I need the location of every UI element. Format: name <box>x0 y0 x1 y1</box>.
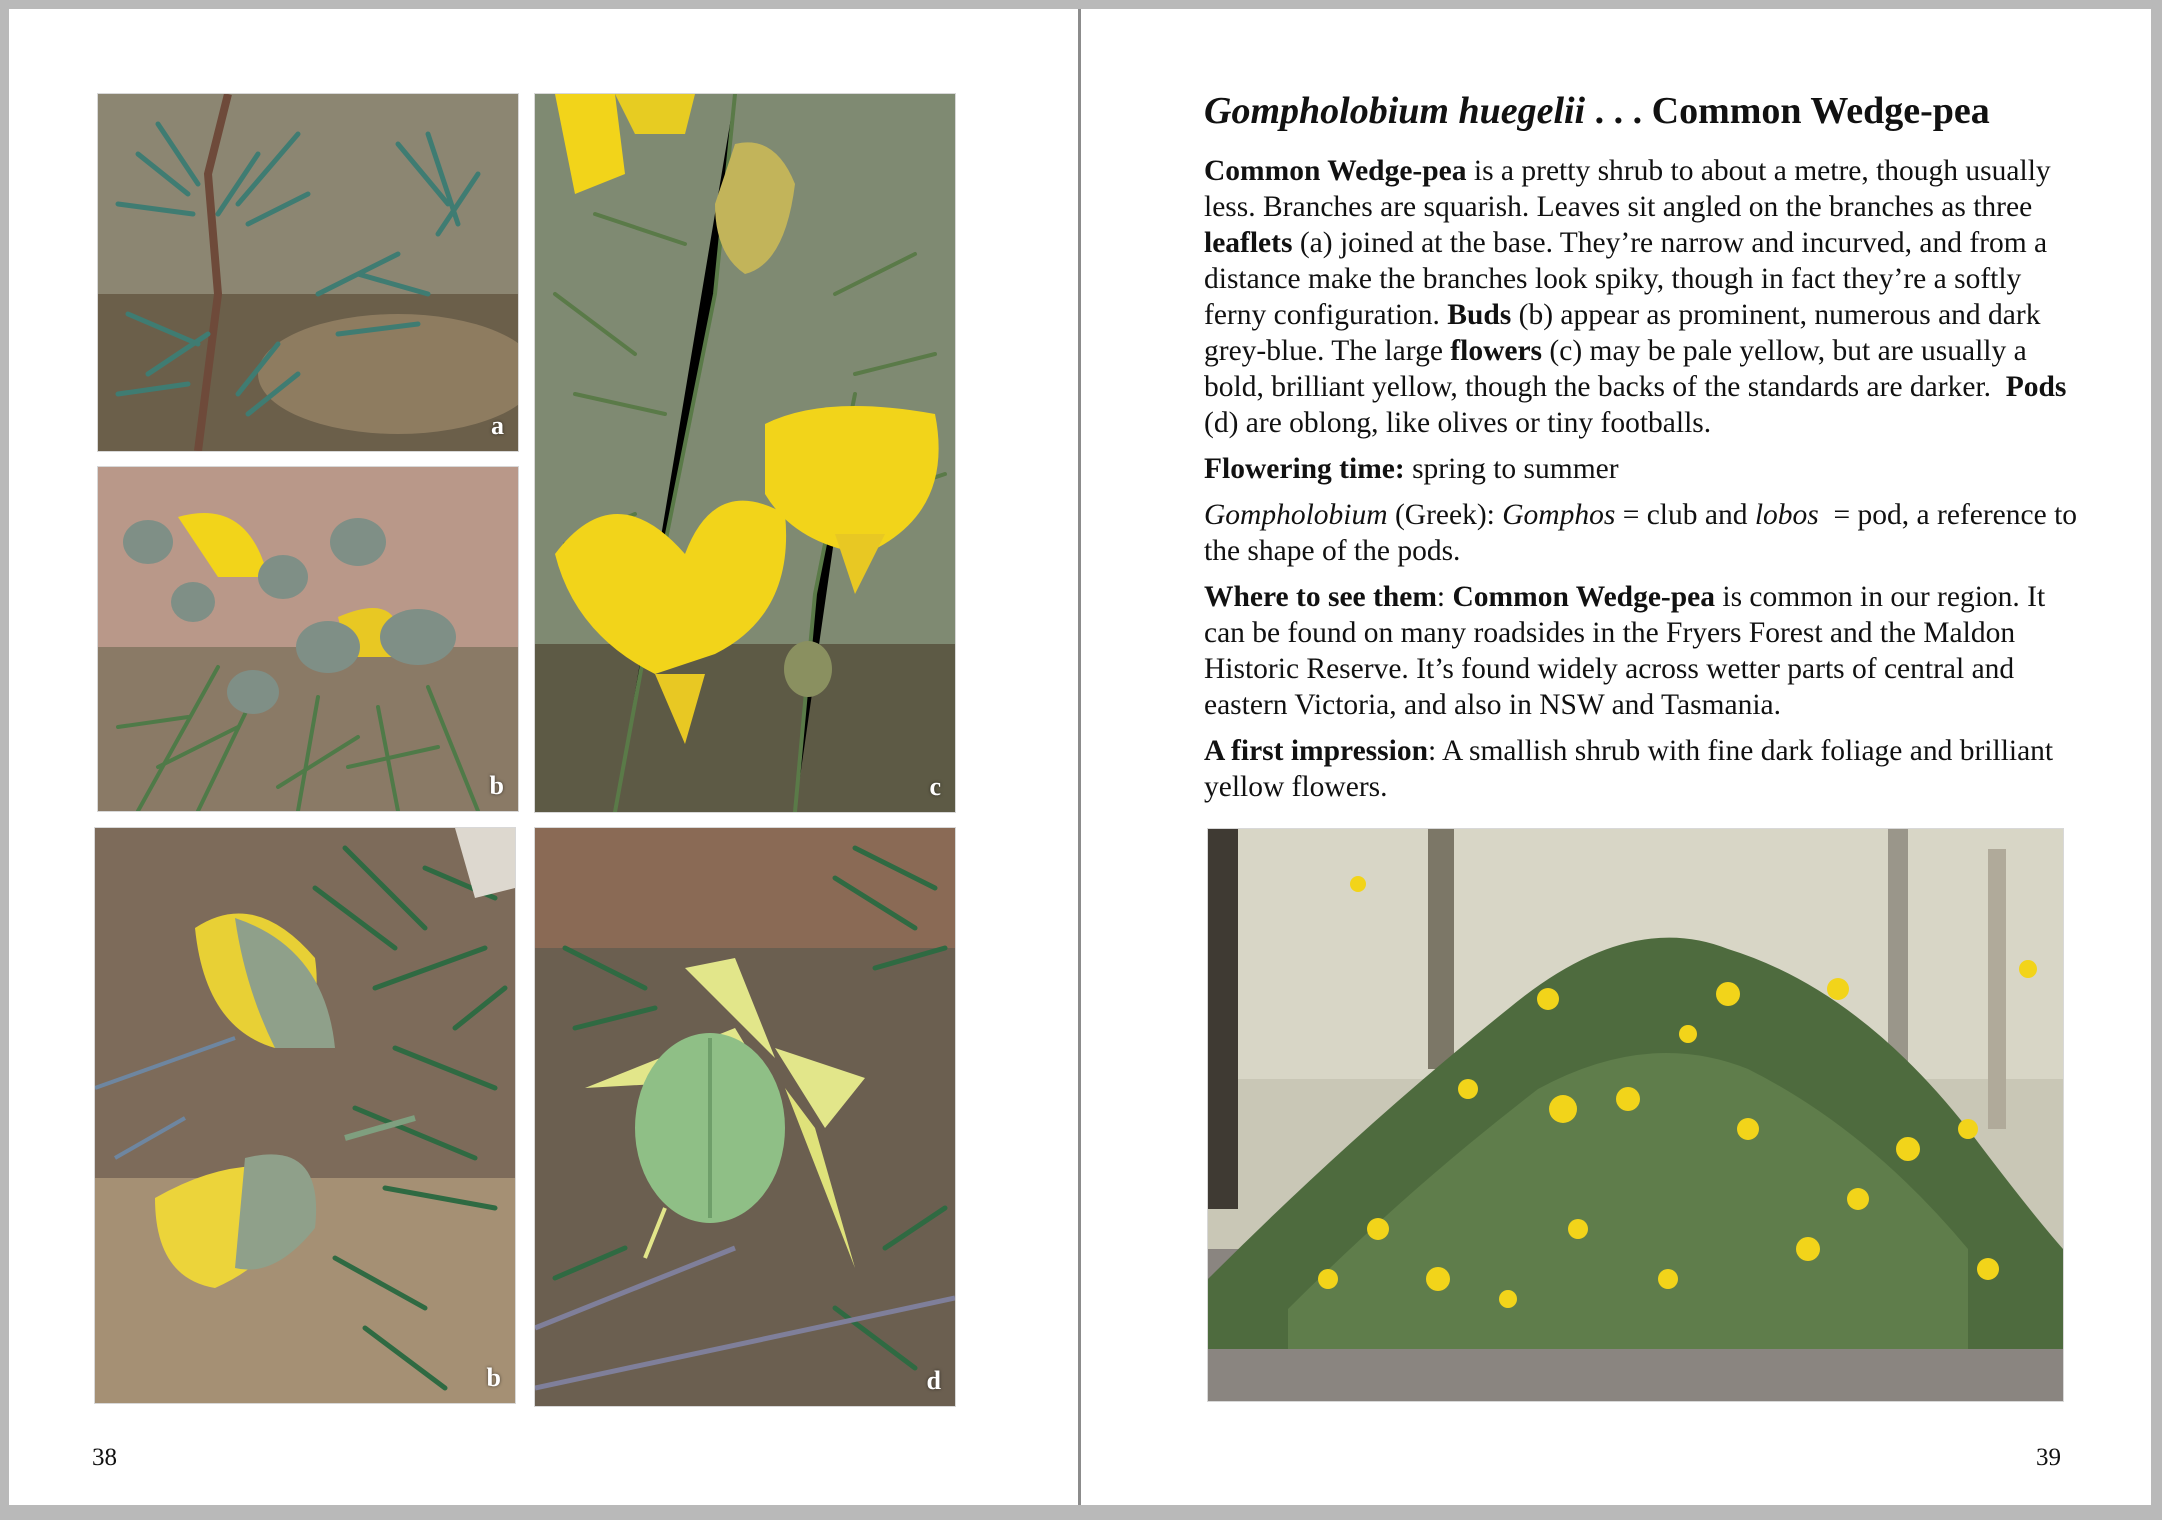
photo-buds-closeup <box>94 827 516 1404</box>
pod-image <box>535 828 955 1406</box>
book-spread <box>9 9 2151 1505</box>
photo-leaflets <box>97 93 519 452</box>
common-name: Common Wedge-pea <box>1651 90 1990 132</box>
leaflets-bold: leaflets <box>1204 226 1293 259</box>
impression-label: A first impression <box>1204 734 1428 767</box>
buds-image <box>98 467 518 811</box>
photo-pod <box>534 827 956 1407</box>
species-heading <box>1204 89 2084 135</box>
photo-label-b-bottom: b <box>486 1363 501 1392</box>
photo-label-b-top: b <box>489 771 504 800</box>
flowering-label: Flowering time: <box>1204 452 1405 485</box>
etymology-genus: Gompholobium <box>1204 498 1388 531</box>
impression-text: : A smallish shrub with fine dark foliage and brilliant yellow flowers. <box>1204 734 2054 803</box>
title-separator: . . . <box>1585 90 1652 132</box>
text-column <box>1204 89 2084 815</box>
page-number-left: 38 <box>92 1444 117 1471</box>
desc-text-5: (d) are oblong, like olives or tiny footballs. <box>1204 406 1712 439</box>
etymology-lobos: lobos <box>1754 498 1819 531</box>
desc-text-4: (c) may be pale yellow, but are usually a bold, brilliant yellow, though the backs of the standards are darker. <box>1204 334 2035 403</box>
latin-name: Gompholobium huegelii <box>1204 90 1586 132</box>
etymology-text-3: = pod, a reference to the shape of the pods. <box>1204 498 2085 567</box>
flowers-bold: flowers <box>1450 334 1543 367</box>
etymology-gomphos: Gomphos <box>1502 498 1616 531</box>
photo-buds <box>97 466 519 812</box>
flowering-time <box>1204 451 2084 487</box>
etymology-text-2: = club and <box>1615 498 1755 531</box>
buds-closeup-image <box>95 828 515 1403</box>
desc-text-2: (a) joined at the base. They’re narrow and incurved, and from a distance make the branches look spiky, though in fact they’re a softly ferny configuration. <box>1204 226 2048 331</box>
where-name-bold: Common Wedge-pea <box>1452 580 1715 613</box>
etymology-text-1: (Greek): <box>1387 498 1503 531</box>
desc-text-1: is a pretty shrub to about a metre, though usually less. Branches are squarish. Leaves sit angled on the branches as three <box>1204 154 2051 223</box>
where-text-1: : <box>1436 580 1453 613</box>
where-to-see-paragraph <box>1204 579 2084 723</box>
page-number-right: 39 <box>2036 1444 2061 1471</box>
pods-bold: Pods <box>2005 370 2067 403</box>
photo-label-d: d <box>926 1366 941 1395</box>
shrub-image <box>1208 829 2063 1401</box>
photo-shrub <box>1207 828 2064 1402</box>
where-text-2: is common in our region. It can be found on many roadsides in the Fryers Forest and the Maldon Historic Reserve. It’s found widely across wetter parts of central and eastern Victoria, and also in NSW and Tasmania. <box>1204 580 2046 721</box>
flowering-value: spring to summer <box>1404 452 1619 485</box>
leaflets-image <box>98 94 518 451</box>
photo-flowers <box>534 93 956 813</box>
desc-text-3: (b) appear as prominent, numerous and dark grey-blue. The large <box>1204 298 2041 367</box>
buds-bold: Buds <box>1447 298 1512 331</box>
description-paragraph <box>1204 153 2084 441</box>
first-impression-paragraph <box>1204 733 2084 805</box>
photo-label-c: c <box>929 772 941 801</box>
flowers-image <box>535 94 955 812</box>
photo-label-a: a <box>491 411 504 440</box>
intro-bold: Common Wedge-pea <box>1204 154 1467 187</box>
page-gutter <box>1078 9 1081 1505</box>
etymology-paragraph <box>1204 497 2084 569</box>
where-label: Where to see them <box>1204 580 1437 613</box>
